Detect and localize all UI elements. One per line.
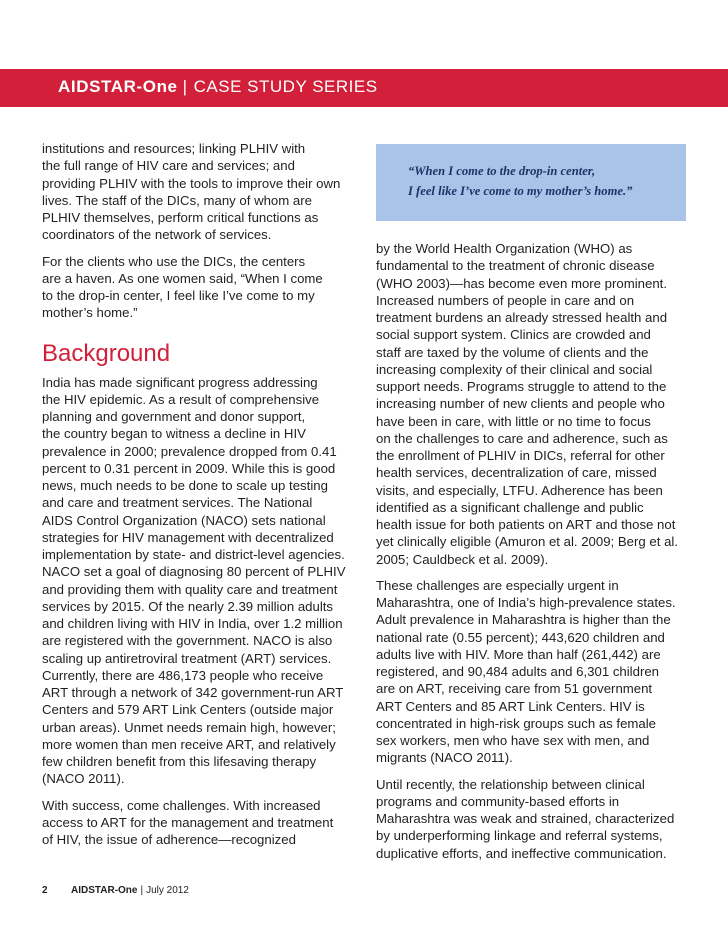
maharashtra-paragraph [376,577,694,767]
text-line: and children living with HIV in India, over 1.2 million [42,616,343,631]
footer-date: July 2012 [146,885,189,896]
text-line: sex workers, men who have sex with men, and [376,733,650,748]
text-line: urban areas). Unmet needs remain high, however; [42,719,336,735]
text-line: yet clinically eligible (Amuron et al. 2009; Berg et al. [376,534,678,550]
text-line: and providing them with quality care and treatment [42,581,338,597]
text-line: on the challenges to care and adherence, such as [376,430,668,446]
pull-quote [408,161,632,201]
text-line: staff are taxed by the volume of clients and the [376,344,649,360]
page-footer [42,885,189,896]
text-line: few children benefit from this lifesaving therapy [42,754,317,769]
text-line: are a haven. As one women said, “When I come [42,270,323,286]
text-line: Maharashtra was weak and strained, characterized [376,811,675,826]
text-line: visits, and especially, LTFU. Adherence has been [376,482,663,498]
text-line: adults live with HIV. More than half (261,442) are [376,646,661,662]
text-line: Centers and 579 ART Link Centers (outside major [42,702,334,718]
text-line: support needs. Programs struggle to attend to the [376,379,667,394]
challenges-paragraph [42,797,360,849]
section-heading-background: Background [42,339,171,367]
page-number: 2 [42,885,48,896]
text-line: 2005; Cauldbeck et al. 2009). [376,551,549,567]
text-line: by underperforming linkage and referral systems, [376,828,663,844]
text-line: health services, decentralization of care, missed [376,465,657,481]
text-line: access to ART for the management and treatment [42,814,334,830]
text-line: India has made significant progress addressing [42,374,318,390]
text-line: are registered with the government. NACO is also [42,633,333,649]
text-line: identified as a significant challenge and public [376,499,644,515]
text-line: fundamental to the treatment of chronic disease [376,258,655,274]
text-line: (WHO 2003)—has become even more prominent. [376,275,667,291]
text-line: the HIV epidemic. As a result of comprehensive [42,391,320,407]
header-series: CASE STUDY SERIES [193,77,378,96]
text-line: the full range of HIV care and services; and [42,158,295,174]
text-line: With success, come challenges. With increased [42,797,321,813]
quote-line: “When I come to the drop-in center, [408,164,596,178]
text-line: have been in care, with little or no time to focus [376,413,651,429]
text-line: For the clients who use the DICs, the centers [42,253,306,269]
text-line: NACO set a goal of diagnosing 80 percent of PLHIV [42,564,346,580]
header-brand: AIDSTAR-One [58,77,178,96]
text-line: percent to 0.31 percent in 2009. While this is good [42,460,336,476]
text-line: registered, and 90,484 adults and 6,301 children [376,664,660,679]
text-line: programs and community-based efforts in [376,793,620,809]
text-line: lives. The staff of the DICs, many of whom are [42,192,312,208]
text-line: to the drop-in center, I feel like I’ve come to my [42,288,315,303]
text-line: national rate (0.55 percent); 443,620 children and [376,629,665,645]
text-line: by the World Health Organization (WHO) as [376,241,633,256]
text-line: concentrated in high-risk groups such as female [376,715,657,731]
text-line: news, much needs to be done to scale up testing [42,478,328,493]
text-line: more women than men receive ART, and relatively [42,736,336,752]
text-line: PLHIV themselves, perform critical functions as [42,210,319,225]
left-column [42,140,360,848]
text-line: Adult prevalence in Maharashtra is higher than the [376,612,671,628]
text-line: ART through a network of 342 government-run ART [42,685,344,700]
intro-paragraph [42,140,360,244]
footer-brand: AIDSTAR-One [71,885,138,896]
text-line: planning and government and donor support, [42,409,306,424]
text-line: the enrollment of PLHIV in DICs, referral for other [376,448,665,463]
text-line: of HIV, the issue of adherence—recognized [42,832,296,847]
text-line: the country began to witness a decline in HIV [42,426,306,442]
who-paragraph [376,240,694,568]
text-line: Increased numbers of people in care and on [376,292,635,308]
footer-separator: | [140,885,144,896]
text-line: mother’s home.” [42,305,138,321]
text-line: increasing number of new clients and people who [376,396,665,412]
text-line: institutions and resources; linking PLHIV with [42,141,306,156]
text-line: are on ART, receiving care from 51 government [376,681,653,697]
header-title [58,77,378,97]
text-line: treatment burdens an already stressed health and [376,310,668,325]
relationship-paragraph [376,776,694,862]
text-line: (NACO 2011). [42,771,125,787]
text-line: implementation by state- and district-level agencies. [42,547,345,562]
text-line: increasing complexity of their clinical and social [376,361,653,377]
right-column [376,240,694,862]
background-paragraph [42,374,360,788]
header-separator: | [182,77,188,96]
text-line: services by 2015. Of the nearly 2.39 million adults [42,598,334,614]
text-line: ART Centers and 85 ART Link Centers. HIV is [376,698,645,714]
text-line: migrants (NACO 2011). [376,750,513,766]
clients-paragraph [42,253,360,322]
text-line: prevalence in 2000; prevalence dropped from 0.41 [42,443,337,459]
text-line: and care and treatment services. The National [42,495,313,511]
quote-line: I feel like I’ve come to my mother’s home.” [408,184,633,198]
text-line: Maharashtra, one of India’s high-prevalence states. [376,595,676,610]
text-line: providing PLHIV with the tools to improve their own [42,175,341,191]
text-line: strategies for HIV management with decentralized [42,529,334,545]
text-line: social support system. Clinics are crowded and [376,327,651,343]
text-line: scaling up antiretroviral treatment (ART) services. [42,650,332,666]
pull-quote-box [376,144,686,221]
text-line: duplicative efforts, and ineffective communication. [376,845,667,861]
text-line: These challenges are especially urgent in [376,577,619,593]
text-line: coordinators of the network of services. [42,227,272,243]
header-banner [0,69,728,107]
text-line: health issue for both patients on ART and those not [376,517,676,532]
text-line: AIDS Control Organization (NACO) sets national [42,512,326,528]
text-line: Currently, there are 486,173 people who receive [42,667,324,683]
text-line: Until recently, the relationship between clinical [376,776,645,792]
